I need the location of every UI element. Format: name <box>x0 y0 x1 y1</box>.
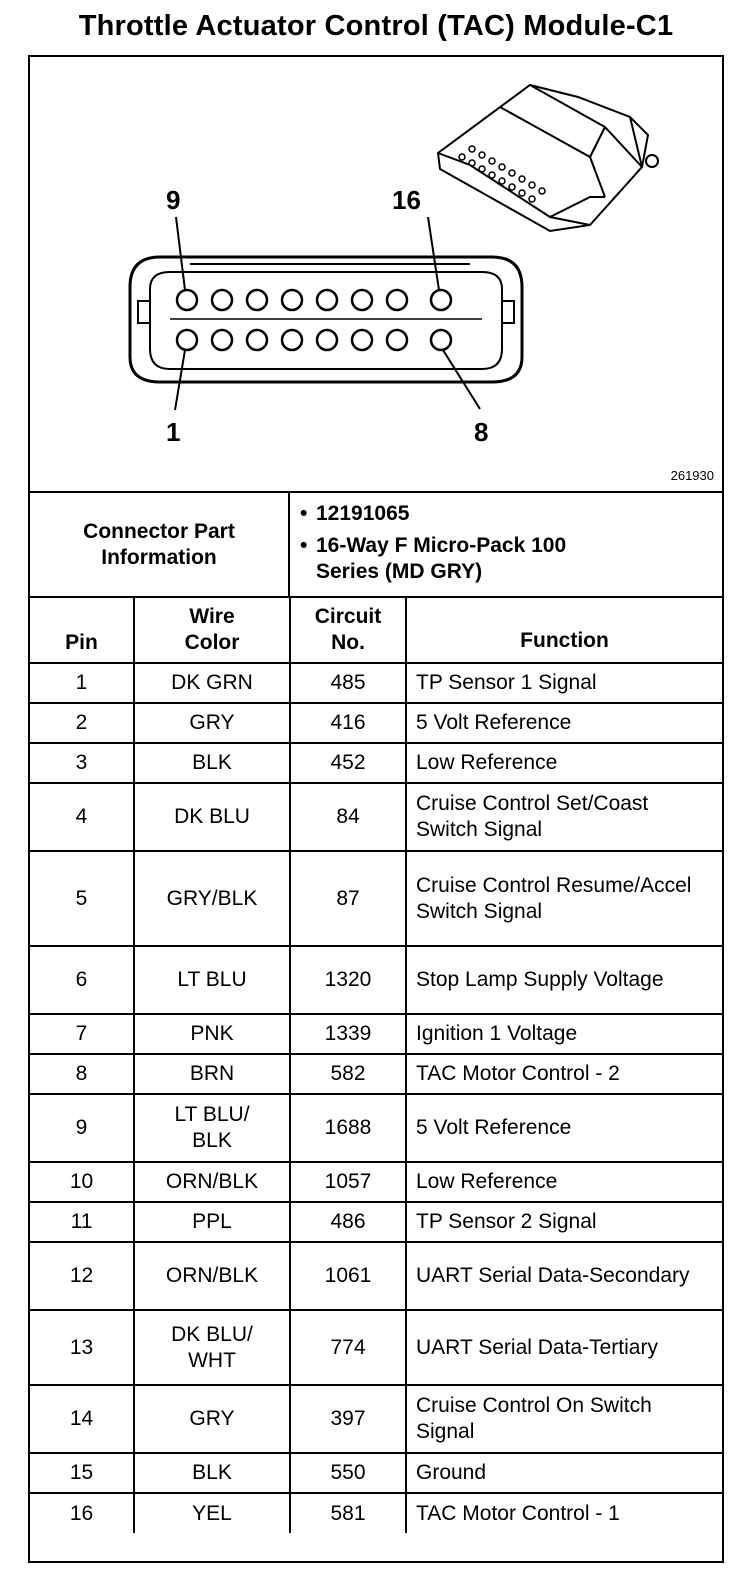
table-row <box>30 946 722 1014</box>
cell-pin: 16 <box>30 1493 134 1533</box>
cell-pin: 5 <box>30 851 134 946</box>
header-circuit: Circuit No. <box>290 596 406 663</box>
cell-wire-color: BLK <box>134 743 290 783</box>
cell-pin: 10 <box>30 1162 134 1202</box>
cell-circuit: 582 <box>290 1054 406 1094</box>
table-row <box>30 1385 722 1453</box>
pin-13 <box>317 290 337 310</box>
pin-16 <box>431 290 451 310</box>
pin-5 <box>317 330 337 350</box>
page-title: Throttle Actuator Control (TAC) Module-C1 <box>78 10 674 42</box>
cell-circuit: 1057 <box>290 1162 406 1202</box>
pin-4 <box>282 330 302 350</box>
cell-function: Ignition 1 Voltage <box>406 1014 722 1054</box>
cell-wire-color: YEL <box>134 1493 290 1533</box>
cell-function: Stop Lamp Supply Voltage <box>406 946 722 1014</box>
header-function: Function <box>406 596 722 663</box>
cell-pin: 1 <box>30 663 134 703</box>
table-row <box>30 851 722 946</box>
table-header-row <box>30 596 722 663</box>
cell-circuit: 1339 <box>290 1014 406 1054</box>
connector-info-label: Connector Part Information <box>30 493 290 596</box>
cell-circuit: 550 <box>290 1453 406 1493</box>
table-row <box>30 1054 722 1094</box>
cell-wire-color: DK BLU <box>134 783 290 851</box>
cell-circuit: 581 <box>290 1493 406 1533</box>
table-row <box>30 743 722 783</box>
pin-9-label: 9 <box>166 185 181 215</box>
cell-circuit: 1061 <box>290 1242 406 1310</box>
table-row <box>30 1310 722 1385</box>
cell-pin: 6 <box>30 946 134 1014</box>
table-row <box>30 1493 722 1533</box>
cell-function: TP Sensor 1 Signal <box>406 663 722 703</box>
cell-circuit: 1320 <box>290 946 406 1014</box>
pin-15 <box>387 290 407 310</box>
table-row <box>30 1162 722 1202</box>
table-row <box>30 703 722 743</box>
connector-face-drawing <box>30 57 722 491</box>
cell-pin: 7 <box>30 1014 134 1054</box>
cell-wire-color: GRY/BLK <box>134 851 290 946</box>
pin-1 <box>177 330 197 350</box>
connector-description: • 16-Way F Micro-Pack 100 Series (MD GRY) <box>290 533 586 585</box>
cell-wire-color: ORN/BLK <box>134 1162 290 1202</box>
pinout-table <box>30 596 722 1533</box>
pin-8 <box>431 330 451 350</box>
connector-3d-icon <box>438 85 658 231</box>
connector-sheet <box>28 55 724 1563</box>
cell-function: Ground <box>406 1453 722 1493</box>
cell-pin: 8 <box>30 1054 134 1094</box>
cell-wire-color: ORN/BLK <box>134 1242 290 1310</box>
cell-wire-color: PNK <box>134 1014 290 1054</box>
pinout-rows <box>30 663 722 1533</box>
cell-wire-color: PPL <box>134 1202 290 1242</box>
cell-pin: 11 <box>30 1202 134 1242</box>
cell-pin: 4 <box>30 783 134 851</box>
header-pin: Pin <box>30 596 134 663</box>
pin-8-label: 8 <box>474 417 489 447</box>
cell-pin: 12 <box>30 1242 134 1310</box>
cell-circuit: 486 <box>290 1202 406 1242</box>
cell-wire-color: LT BLU/ BLK <box>134 1094 290 1162</box>
cell-circuit: 485 <box>290 663 406 703</box>
part-number: • 12191065 <box>290 501 710 527</box>
cell-wire-color: GRY <box>134 1385 290 1453</box>
table-row <box>30 1202 722 1242</box>
pin-2 <box>212 330 232 350</box>
cell-wire-color: GRY <box>134 703 290 743</box>
cell-pin: 3 <box>30 743 134 783</box>
cell-circuit: 452 <box>290 743 406 783</box>
cell-circuit: 87 <box>290 851 406 946</box>
pin-7 <box>387 330 407 350</box>
cell-wire-color: LT BLU <box>134 946 290 1014</box>
pin-12 <box>282 290 302 310</box>
connector-diagram <box>30 57 722 493</box>
header-wire-color: Wire Color <box>134 596 290 663</box>
cell-function: TAC Motor Control - 1 <box>406 1493 722 1533</box>
cell-function: 5 Volt Reference <box>406 703 722 743</box>
cell-wire-color: BRN <box>134 1054 290 1094</box>
pin-14 <box>352 290 372 310</box>
cell-function: Cruise Control Set/Coast Switch Signal <box>406 783 722 851</box>
cell-circuit: 397 <box>290 1385 406 1453</box>
cell-wire-color: DK BLU/ WHT <box>134 1310 290 1385</box>
cell-function: Cruise Control On Switch Signal <box>406 1385 722 1453</box>
cell-function: Low Reference <box>406 743 722 783</box>
table-row <box>30 1242 722 1310</box>
connector-info-list <box>290 501 710 585</box>
image-number: 261930 <box>670 468 714 483</box>
cell-pin: 15 <box>30 1453 134 1493</box>
cell-pin: 9 <box>30 1094 134 1162</box>
pin-6 <box>352 330 372 350</box>
connector-part-info <box>30 493 722 598</box>
pin-10 <box>212 290 232 310</box>
connector-face <box>130 257 522 382</box>
cell-function: TAC Motor Control - 2 <box>406 1054 722 1094</box>
cell-function: Low Reference <box>406 1162 722 1202</box>
cell-wire-color: BLK <box>134 1453 290 1493</box>
pin-cavities <box>177 290 451 350</box>
cell-circuit: 416 <box>290 703 406 743</box>
cell-function: UART Serial Data-Tertiary <box>406 1310 722 1385</box>
table-row <box>30 1453 722 1493</box>
cell-wire-color: DK GRN <box>134 663 290 703</box>
cell-function: 5 Volt Reference <box>406 1094 722 1162</box>
cell-circuit: 1688 <box>290 1094 406 1162</box>
cell-pin: 2 <box>30 703 134 743</box>
table-row <box>30 1014 722 1054</box>
pin-1-label: 1 <box>166 417 181 447</box>
table-row <box>30 783 722 851</box>
pin-3 <box>247 330 267 350</box>
table-row <box>30 663 722 703</box>
pin-16-label: 16 <box>392 185 421 215</box>
pin-9 <box>177 290 197 310</box>
cell-pin: 13 <box>30 1310 134 1385</box>
cell-function: Cruise Control Resume/Accel Switch Signal <box>406 851 722 946</box>
cell-circuit: 84 <box>290 783 406 851</box>
cell-function: UART Serial Data-Secondary <box>406 1242 722 1310</box>
table-row <box>30 1094 722 1162</box>
cell-function: TP Sensor 2 Signal <box>406 1202 722 1242</box>
cell-circuit: 774 <box>290 1310 406 1385</box>
cell-pin: 14 <box>30 1385 134 1453</box>
pin-11 <box>247 290 267 310</box>
